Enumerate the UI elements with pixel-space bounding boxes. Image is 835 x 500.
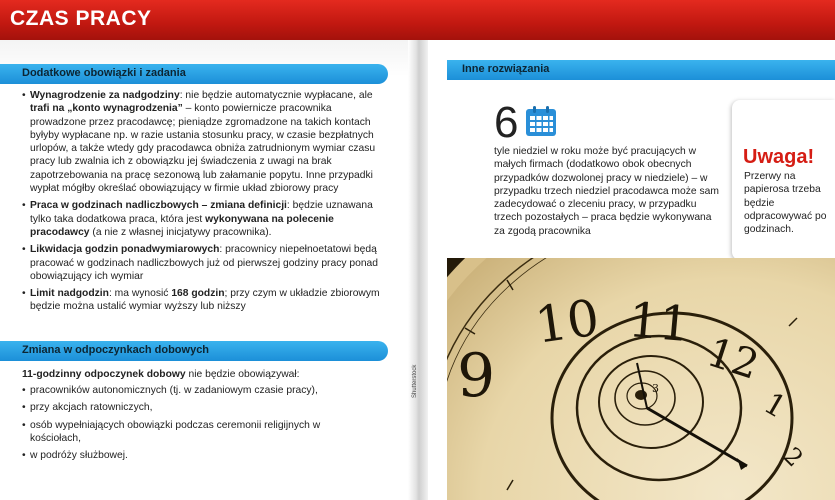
clock-numeral: 11 — [626, 292, 693, 354]
page-fold — [408, 40, 428, 500]
rest-exceptions-list — [22, 384, 362, 466]
uwaga-text: Przerwy na papierosa trzeba będzie odpracowywać po godzinach. — [744, 171, 827, 236]
rest-intro: 11-godzinny odpoczynek dobowy nie będzie obowiązywał: — [22, 369, 300, 380]
list-item: • Likwidacja godzin ponadwymiarowych: pracownicy niepełnoetatowi będą pracować w godzinach nadliczbowych już od pierwszej godziny pracy ponad obowiązujący ich wymiar — [22, 243, 382, 283]
obligations-list — [22, 89, 382, 318]
list-item: • Wynagrodzenie za nadgodziny: nie będzie automatycznie wypłacane, ale trafi na „konto wynagrodzenia” – konto powiernicze pracownika prowadzone przez pracodawcę; pieniądze zgromadzone na takich kontach byłyby wypłacane np. w razie ustania stosunku pracy, w czasie bezpłatnych urlopów, a także wtedy gdy pracodawca obniża zatrudnionym wymiar czasu pracy lub zwalnia ich z obowiązku jej świadczenia z uwagi na brak zapotrzebowania na pracę sezonową lub załamanie popytu. Inne przypadki wypłat mógłby określać obowiązujący w firmie układ zbiorowy pracy — [22, 89, 382, 195]
calendar-icon — [525, 105, 557, 137]
clock-numeral: 9 — [457, 341, 496, 411]
list-item: • w podróży służbowej. — [22, 449, 362, 462]
sundays-description: tyle niedziel w roku może być pracujących w małych firmach (dodatkowo obok obecnych przypadków dozwolonej pracy w niedziele) – w przypadku trzech niedziel pracodawca może sam zadecydować o zleceniu pracy, w przypadku trzech pozostałych – praca będzie wykonywana za zgodą pracownika — [494, 146, 719, 237]
header-bar — [0, 0, 835, 40]
clock-numeral: 3 — [652, 382, 659, 395]
section-title: Inne rozwiązania — [462, 63, 550, 75]
photo-credit: Shutterstock — [412, 364, 418, 398]
list-item: • Praca w godzinach nadliczbowych – zmiana definicji: będzie uznawana tylko taka dodatkowa praca, która jest wykonywana na polecenie pracodawcy (a nie z własnej inicjatywy pracownika). — [22, 199, 382, 239]
section-header-odpoczynki — [0, 341, 388, 361]
uwaga-title: Uwaga! — [743, 146, 815, 168]
section-header-inne — [447, 60, 835, 80]
clock-numeral: 10 — [531, 288, 603, 355]
section-title: Dodatkowe obowiązki i zadania — [22, 67, 186, 79]
list-item: • pracowników autonomicznych (tj. w zadaniowym czasie pracy), — [22, 384, 362, 397]
page-title: CZAS PRACY — [10, 7, 152, 30]
clock-numeral: 2 — [778, 441, 809, 473]
list-item: • przy akcjach ratowniczych, — [22, 401, 362, 414]
list-item: • Limit nadgodzin: ma wynosić 168 godzin; przy czym w układzie zbiorowym będzie można ustalić wymiar wyższy lub niższy — [22, 287, 382, 314]
clock-numeral: 1 — [757, 385, 792, 426]
clock-numeral: 12 — [701, 329, 765, 389]
section-header-dodatkowe — [0, 64, 388, 84]
clock-photo — [447, 258, 835, 500]
big-number: 6 — [494, 98, 519, 147]
section-title: Zmiana w odpoczynkach dobowych — [22, 344, 210, 356]
list-item: • osób wypełniających obowiązki podczas ceremonii religijnych w kościołach, — [22, 419, 362, 446]
